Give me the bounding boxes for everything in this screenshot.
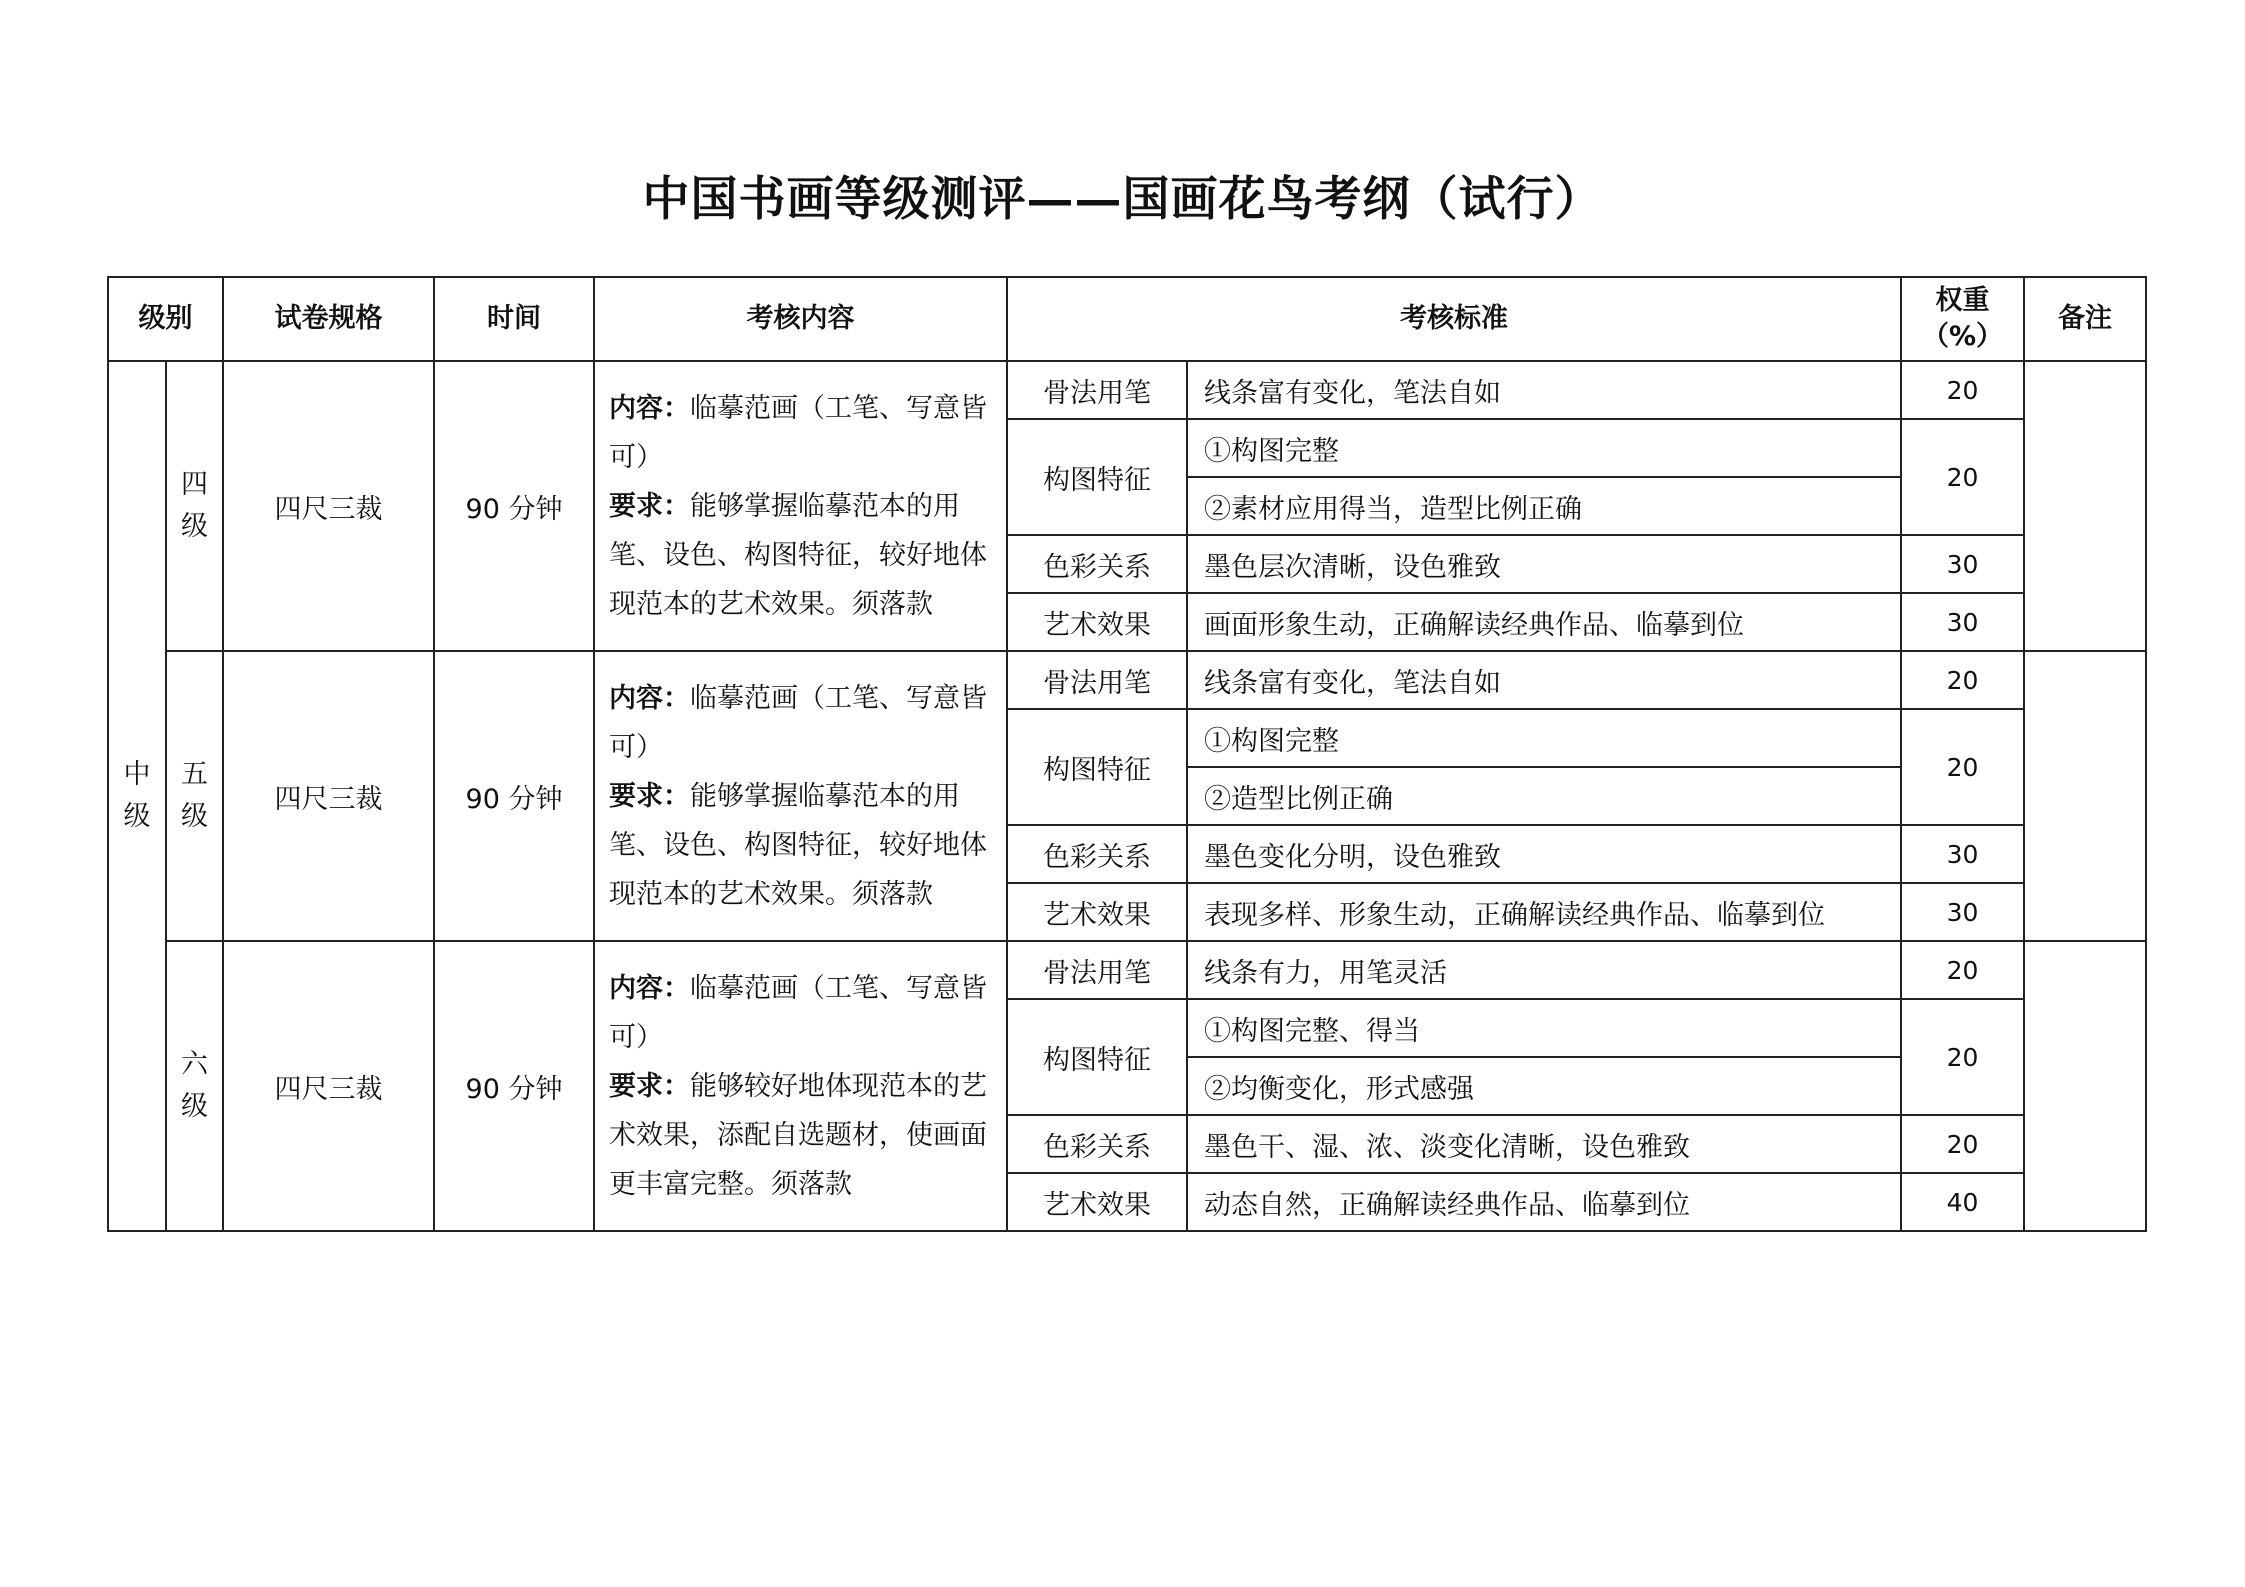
- criterion-weight: 40: [1901, 1173, 2024, 1231]
- header-level: 级别: [108, 277, 223, 361]
- criterion-name: 艺术效果: [1007, 883, 1187, 941]
- exam-content: 内容：临摹范画（工笔、写意皆可） 要求：能够掌握临摹范本的用笔、设色、构图特征，较好地体现范本的艺术效果。须落款: [594, 361, 1007, 651]
- syllabus-table: [107, 276, 2147, 1232]
- criterion-weight: 30: [1901, 883, 2024, 941]
- paper-spec: 四尺三裁: [223, 361, 434, 651]
- criterion-name: 骨法用笔: [1007, 941, 1187, 999]
- level-label: 六 级: [166, 941, 223, 1231]
- criterion-standard: ①构图完整、得当: [1187, 999, 1901, 1057]
- criterion-standard: 线条有力，用笔灵活: [1187, 941, 1901, 999]
- exam-time: 90 分钟: [434, 361, 594, 651]
- criterion-weight: 30: [1901, 825, 2024, 883]
- criterion-standard: ①构图完整: [1187, 419, 1901, 477]
- criterion-weight: 20: [1901, 709, 2024, 825]
- criterion-standard: ②素材应用得当，造型比例正确: [1187, 477, 1901, 535]
- remark-cell: [2024, 941, 2146, 1231]
- criterion-name: 构图特征: [1007, 419, 1187, 535]
- criterion-standard: ①构图完整: [1187, 709, 1901, 767]
- criterion-weight: 20: [1901, 941, 2024, 999]
- criterion-name: 色彩关系: [1007, 1115, 1187, 1173]
- criterion-weight: 20: [1901, 999, 2024, 1115]
- criterion-standard: 墨色变化分明，设色雅致: [1187, 825, 1901, 883]
- criterion-name: 骨法用笔: [1007, 361, 1187, 419]
- criterion-standard: 墨色层次清晰，设色雅致: [1187, 535, 1901, 593]
- criterion-weight: 30: [1901, 593, 2024, 651]
- page-title: 中国书画等级测评——国画花鸟考纲（试行）: [642, 172, 1603, 227]
- criterion-standard: 表现多样、形象生动，正确解读经典作品、临摹到位: [1187, 883, 1901, 941]
- criterion-standard: 墨色干、湿、浓、淡变化清晰，设色雅致: [1187, 1115, 1901, 1173]
- criterion-name: 色彩关系: [1007, 535, 1187, 593]
- exam-content: 内容：临摹范画（工笔、写意皆可） 要求：能够较好地体现范本的艺术效果，添配自选题材，使画面更丰富完整。须落款: [594, 941, 1007, 1231]
- criterion-weight: 20: [1901, 1115, 2024, 1173]
- criterion-name: 构图特征: [1007, 999, 1187, 1115]
- table-row: [108, 361, 2146, 419]
- header-time: 时间: [434, 277, 594, 361]
- criterion-standard: 线条富有变化，笔法自如: [1187, 651, 1901, 709]
- criterion-name: 艺术效果: [1007, 593, 1187, 651]
- level-label: 四 级: [166, 361, 223, 651]
- header-row: [108, 277, 2146, 361]
- paper-spec: 四尺三裁: [223, 941, 434, 1231]
- remark-cell: [2024, 651, 2146, 941]
- table-row: [108, 651, 2146, 709]
- exam-content: 内容：临摹范画（工笔、写意皆可） 要求：能够掌握临摹范本的用笔、设色、构图特征，较好地体现范本的艺术效果。须落款: [594, 651, 1007, 941]
- header-content: 考核内容: [594, 277, 1007, 361]
- criterion-standard: 线条富有变化，笔法自如: [1187, 361, 1901, 419]
- criterion-name: 色彩关系: [1007, 825, 1187, 883]
- criterion-name: 艺术效果: [1007, 1173, 1187, 1231]
- criterion-standard: 动态自然，正确解读经典作品、临摹到位: [1187, 1173, 1901, 1231]
- remark-cell: [2024, 361, 2146, 651]
- criterion-weight: 20: [1901, 361, 2024, 419]
- criterion-name: 骨法用笔: [1007, 651, 1187, 709]
- group-label: 中 级: [108, 361, 166, 1231]
- paper-spec: 四尺三裁: [223, 651, 434, 941]
- header-standard: 考核标准: [1007, 277, 1901, 361]
- header-remark: 备注: [2024, 277, 2146, 361]
- criterion-standard: ②造型比例正确: [1187, 767, 1901, 825]
- criterion-standard: ②均衡变化，形式感强: [1187, 1057, 1901, 1115]
- criterion-name: 构图特征: [1007, 709, 1187, 825]
- level-label: 五 级: [166, 651, 223, 941]
- exam-time: 90 分钟: [434, 941, 594, 1231]
- header-paper: 试卷规格: [223, 277, 434, 361]
- criterion-weight: 20: [1901, 419, 2024, 535]
- table-row: [108, 941, 2146, 999]
- header-weight: 权重 （%）: [1901, 277, 2024, 361]
- criterion-weight: 30: [1901, 535, 2024, 593]
- criterion-standard: 画面形象生动，正确解读经典作品、临摹到位: [1187, 593, 1901, 651]
- criterion-weight: 20: [1901, 651, 2024, 709]
- exam-time: 90 分钟: [434, 651, 594, 941]
